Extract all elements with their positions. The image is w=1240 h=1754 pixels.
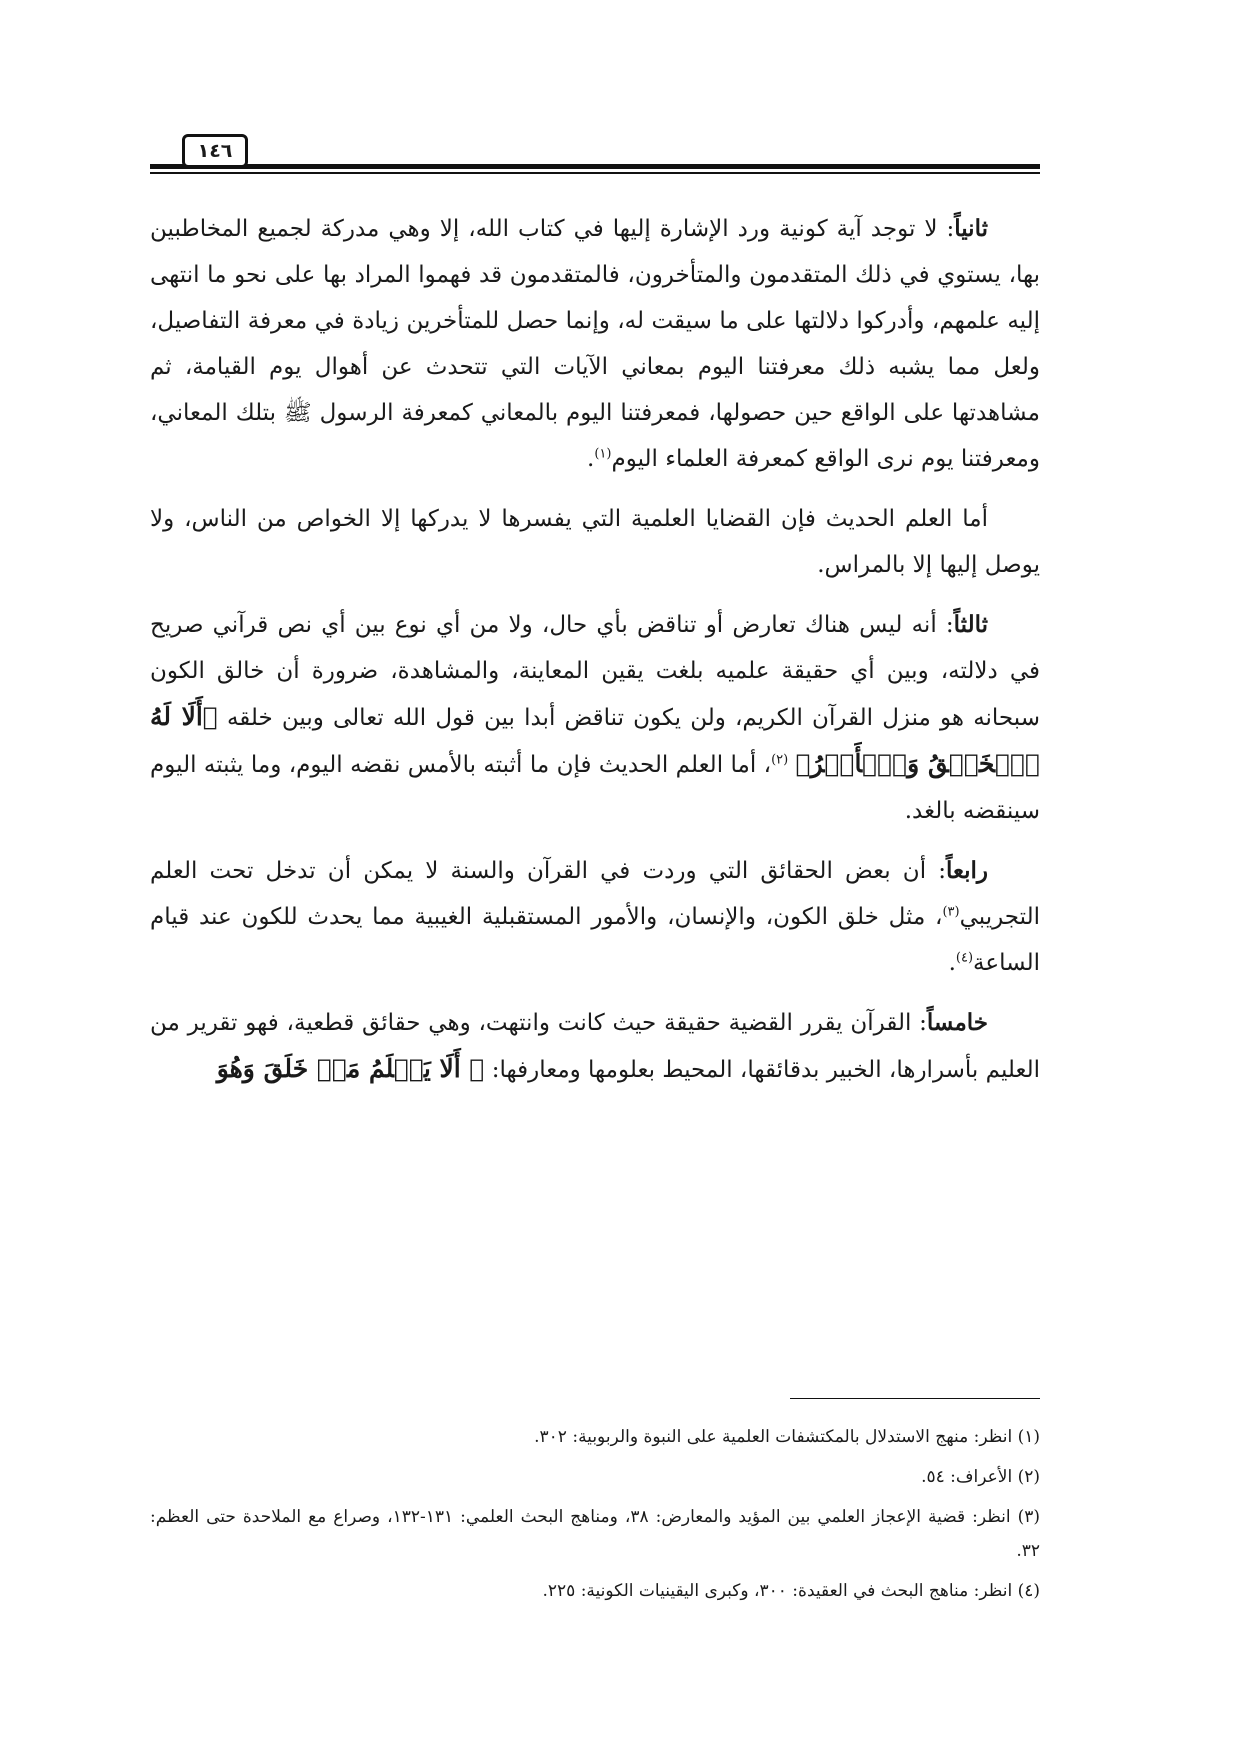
paragraph-text-middle: ، مثل خلق الكون، والإنسان، والأمور المستقبلية الغيبية مما يحدث للكون عند قيام الساعة: [150, 904, 1040, 976]
footnote-ref[interactable]: (١): [594, 446, 612, 462]
main-text: [150, 206, 1040, 1107]
page-number: ١٤٦: [182, 134, 248, 168]
quran-verse: ﴿ أَلَا يَعۡلَمُ مَنۡ خَلَقَ وَهُوَ: [216, 1054, 485, 1083]
paragraph-text: : أنه ليس هناك تعارض أو تناقض بأي حال، ولا من أي نوع بين أي نص قرآني صريح في دلالته، وبين أي حقيقة علميه بلغت يقين المعاينة، والمشاهدة، ضرورة أن خالق الكون سبحانه هو منزل القرآن الكريم، ولن يكون تناقض أبدا بين قول الله تعالى وبين خلقه: [150, 612, 1040, 731]
paragraph-lead: ثانياً: [954, 215, 988, 242]
paragraph-2: [150, 496, 1040, 588]
paragraph-text: : لا توجد آية كونية ورد الإشارة إليها في كتاب الله، إلا وهي مدركة لجميع المخاطبين بها، يستوي في ذلك المتقدمون والمتأخرون، فالمتقدمون قد فهموا المراد بها على نحو ما انتهى إليه علمهم، وأدركوا دلالتها على ما سيقت له، وإنما حصل للمتأخرين زيادة في معرفة التفاصيل، ولعل مما يشبه ذلك معرفتنا اليوم بمعاني الآيات التي تتحدث عن أهوال يوم القيامة، ثم مشاهدتها على الواقع حين حصولها، فمعرفتنا اليوم بالمعاني كمعرفة الرسول ﷺ بتلك المعاني، ومعرفتنا يوم نرى الواقع كمعرفة العلماء اليوم: [150, 216, 1040, 472]
quran-verse: ﴿أَلَا لَهُ ٱلۡخَلۡقُ وَٱلۡأَمۡرُ﴾: [150, 702, 1040, 778]
footnote-ref[interactable]: (٢): [771, 752, 789, 768]
footnote-ref[interactable]: (٤): [955, 950, 974, 966]
paragraph-text-end: ، أما العلم الحديث فإن ما أثبته بالأمس نقضه اليوم، وما يثبته اليوم سينقضه بالغد.: [150, 752, 1040, 824]
header-rule-thin: [150, 172, 1040, 174]
header-rule-thick: [150, 164, 1040, 169]
paragraph-text-end: .: [587, 446, 595, 472]
paragraph-3: [150, 602, 1040, 834]
page-header: [150, 128, 1040, 176]
paragraph-text: : القرآن يقرر القضية حقيقة حيث كانت وانتهت، وهي حقائق قطعية، فهو تقرير من العليم بأسرارها، الخبير بدقائقها، المحيط بعلومها ومعارفها:: [150, 1010, 1040, 1083]
paragraph-text-end: .: [948, 950, 956, 976]
paragraph-5: [150, 1000, 1040, 1093]
footnote-1: (١) انظر: منهج الاستدلال بالمكتشفات العلمية على النبوة والربوبية: ٣٠٢.: [534, 1427, 1040, 1447]
paragraph-lead: ثالثاً: [953, 611, 988, 638]
footnote-ref[interactable]: (٣): [942, 904, 960, 920]
footnotes: [150, 1420, 1040, 1614]
paragraph-1: [150, 206, 1040, 482]
footnote-2: (٢) الأعراف: ٥٤.: [921, 1467, 1040, 1487]
paragraph-4: [150, 848, 1040, 986]
paragraph-text: : أن بعض الحقائق التي وردت في القرآن والسنة لا يمكن أن تدخل تحت العلم التجريبي: [150, 858, 1040, 930]
paragraph-lead: خامساً: [926, 1009, 988, 1036]
footnote-3: (٣) انظر: قضية الإعجاز العلمي بين المؤيد والمعارض: ٣٨، ومناهج البحث العلمي: ١٣١-١٣٢، وصراع مع الملاحدة حتى العظم: ٣٢.: [150, 1507, 1041, 1561]
paragraph-lead: رابعاً: [945, 857, 988, 884]
footnote-4: (٤) انظر: مناهج البحث في العقيدة: ٣٠٠، وكبرى اليقينيات الكونية: ٢٢٥.: [542, 1581, 1040, 1601]
paragraph-text: أما العلم الحديث فإن القضايا العلمية التي يفسرها لا يدركها إلا الخواص من الناس، ولا يوصل إليها إلا بالمراس.: [150, 506, 1040, 578]
footnote-separator: [790, 1398, 1040, 1399]
